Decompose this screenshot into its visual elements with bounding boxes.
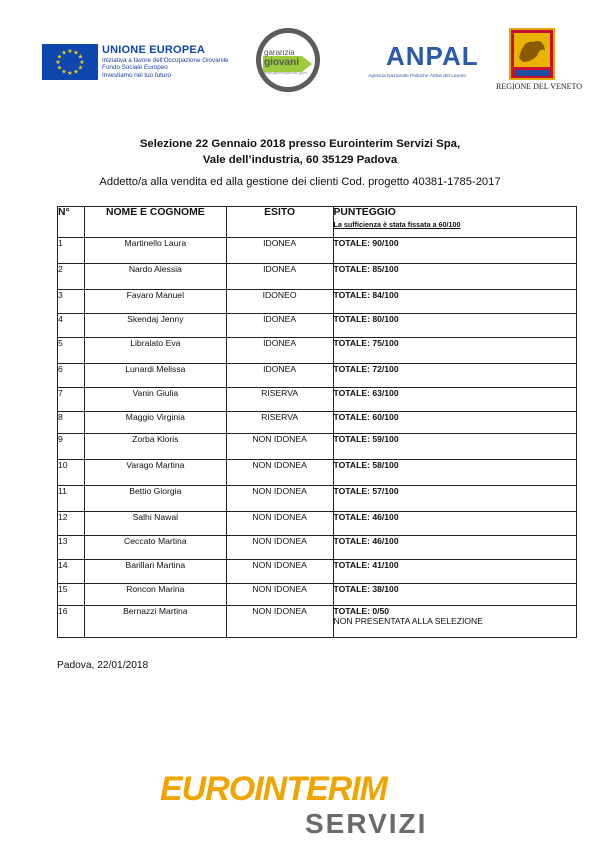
table-row [58, 364, 577, 388]
row-number-text: 12 [58, 512, 68, 522]
table-row [58, 460, 577, 486]
candidate-name [84, 388, 226, 412]
candidate-name [84, 536, 226, 560]
candidate-name-text: Barillari Martina [125, 560, 186, 570]
lion-of-st-mark-icon [509, 28, 555, 80]
eu-line-3: Investiamo nel tuo futuro [102, 71, 171, 79]
row-number-text: 3 [58, 290, 63, 300]
candidate-esito-text: NON IDONEA [252, 536, 307, 546]
row-number-text: 6 [58, 364, 63, 374]
selection-heading [0, 136, 600, 168]
candidate-esito-text: NON IDONEA [252, 460, 307, 470]
candidate-esito [226, 584, 333, 606]
candidate-esito [226, 560, 333, 584]
row-number [58, 434, 85, 460]
candidate-score-text: TOTALE: 58/100 [333, 460, 399, 470]
candidate-esito [226, 606, 333, 638]
candidate-name [84, 264, 226, 290]
row-number [58, 264, 85, 290]
eu-line-1: Iniziativa a favore dell'Occupazione Giovanile [102, 57, 229, 64]
anpal-wordmark: ANPAL [386, 41, 479, 71]
eu-logo [42, 44, 229, 80]
candidate-score [333, 512, 577, 536]
eu-line-2: Fondo Sociale Europeo [102, 64, 168, 72]
table-row [58, 388, 577, 412]
row-number [58, 536, 85, 560]
row-number [58, 460, 85, 486]
candidate-esito-text: NON IDONEA [252, 584, 307, 594]
candidate-name-text: Favaro Manuel [126, 290, 184, 300]
row-number-text: 13 [58, 536, 68, 546]
row-number [58, 388, 85, 412]
candidate-score [333, 388, 577, 412]
candidate-score [333, 314, 577, 338]
eu-flag-icon [42, 44, 98, 80]
candidate-esito-text: NON IDONEA [252, 606, 307, 616]
table-row [58, 584, 577, 606]
col-header-number: N° [58, 207, 85, 238]
svg-text:★: ★ [77, 64, 84, 72]
candidate-name-text: Nardo Alessia [128, 264, 182, 274]
table-row [58, 238, 577, 264]
row-number [58, 314, 85, 338]
candidate-name-text: Salhi Nawal [132, 512, 179, 522]
candidate-name-text: Bernazzi Martina [123, 606, 188, 616]
candidate-esito [226, 338, 333, 364]
candidate-esito [226, 238, 333, 264]
candidate-name [84, 434, 226, 460]
candidate-score [333, 364, 577, 388]
row-number-text: 16 [58, 606, 68, 616]
candidate-score [333, 290, 577, 314]
candidate-name-text: Ceccato Martina [124, 536, 187, 546]
candidate-name [84, 486, 226, 512]
row-number [58, 584, 85, 606]
candidate-esito-text: IDONEA [263, 364, 297, 374]
row-number [58, 606, 85, 638]
row-number-text: 11 [58, 486, 67, 496]
row-number-text: 7 [58, 388, 63, 398]
candidate-name [84, 290, 226, 314]
svg-text:★: ★ [73, 49, 79, 57]
candidate-score-text: TOTALE: 75/100 [333, 338, 399, 348]
place-date: Padova, 22/01/2018 [57, 660, 149, 671]
candidate-esito [226, 364, 333, 388]
eurointerim-wordmark: EUROINTERIM [160, 770, 387, 808]
candidate-name-text: Varago Martina [126, 460, 185, 470]
candidate-name-text: Maggio Virginia [125, 412, 185, 422]
candidate-score-text: TOTALE: 72/100 [333, 364, 399, 374]
row-number [58, 290, 85, 314]
candidate-score [333, 434, 577, 460]
candidate-score [333, 536, 577, 560]
row-number-text: 14 [58, 560, 68, 570]
candidate-name [84, 238, 226, 264]
candidate-esito [226, 512, 333, 536]
svg-text:★: ★ [61, 49, 67, 57]
candidate-score-text: TOTALE: 85/100 [333, 264, 399, 274]
candidate-score-text: TOTALE: 63/100 [333, 388, 399, 398]
candidate-score-text: TOTALE: 84/100 [333, 290, 399, 300]
col-header-esito: ESITO [226, 207, 333, 238]
candidate-esito-text: IDONEA [263, 264, 297, 274]
candidate-name [84, 460, 226, 486]
table-row [58, 434, 577, 460]
garanzia-giovani-logo [254, 26, 322, 94]
table-header-row [58, 207, 577, 238]
table-row [58, 290, 577, 314]
row-number [58, 338, 85, 364]
candidate-esito-text: NON IDONEA [252, 486, 307, 496]
svg-text:★: ★ [55, 59, 61, 66]
candidate-esito-text: NON IDONEA [252, 434, 307, 444]
row-number-text: 4 [58, 314, 63, 324]
candidate-score-text: TOTALE: 90/100 [333, 238, 399, 248]
candidate-name-text: Libralato Eva [130, 338, 181, 348]
eurointerim-logo [160, 770, 450, 840]
svg-text:★: ★ [67, 70, 73, 77]
candidate-esito-text: IDONEO [262, 290, 297, 300]
candidate-name [84, 606, 226, 638]
candidate-esito-text: IDONEA [263, 238, 297, 248]
heading-line-2: Vale dell’industria, 60 35129 Padova [202, 154, 398, 166]
table-row [58, 512, 577, 536]
candidate-esito-text: RISERVA [261, 388, 299, 398]
candidate-esito [226, 412, 333, 434]
candidate-esito-text: IDONEA [263, 314, 297, 324]
project-subtitle: Addetto/a alla vendita ed alla gestione dei clienti Cod. progetto 40381-1785-2017 [99, 176, 501, 188]
candidate-esito-text: NON IDONEA [252, 560, 307, 570]
candidate-score-text: TOTALE: 46/100 [333, 512, 399, 522]
candidate-score-text: TOTALE: 0/50 [333, 606, 390, 616]
candidate-score-text: TOTALE: 59/100 [333, 434, 399, 444]
gg-line-1: garanzia [264, 48, 295, 57]
candidate-score [333, 606, 577, 638]
gg-line-2: giovani [264, 57, 300, 68]
row-number [58, 412, 85, 434]
candidate-esito [226, 536, 333, 560]
candidate-esito [226, 434, 333, 460]
candidate-esito [226, 388, 333, 412]
svg-text:★: ★ [56, 64, 63, 72]
table-row [58, 338, 577, 364]
table-row [58, 486, 577, 512]
candidate-name [84, 560, 226, 584]
row-number-text: 5 [58, 338, 63, 348]
anpal-logo [368, 40, 488, 84]
table-row [58, 264, 577, 290]
row-number [58, 364, 85, 388]
veneto-label: REGIONE DEL VENETO [496, 82, 583, 91]
candidate-score-text: TOTALE: 80/100 [333, 314, 399, 324]
table-row [58, 606, 577, 638]
candidate-esito-text: IDONEA [263, 338, 297, 348]
regione-veneto-logo [496, 28, 583, 98]
candidate-esito [226, 290, 333, 314]
score-note: NON PRESENTATA ALLA SELEZIONE [333, 616, 483, 626]
candidate-score [333, 584, 577, 606]
table-row [58, 314, 577, 338]
row-number [58, 512, 85, 536]
row-number-text: 1 [58, 238, 63, 248]
candidate-esito-text: NON IDONEA [252, 512, 307, 522]
candidate-name [84, 314, 226, 338]
svg-text:★: ★ [73, 68, 79, 76]
candidate-name [84, 584, 226, 606]
candidate-esito [226, 486, 333, 512]
candidate-esito [226, 264, 333, 290]
candidate-score-text: TOTALE: 46/100 [333, 536, 399, 546]
svg-text:★: ★ [67, 48, 73, 55]
candidate-name-text: Zorba Kloris [132, 434, 179, 444]
candidate-score [333, 560, 577, 584]
candidate-name [84, 412, 226, 434]
candidate-name-text: Vanin Giulia [132, 388, 179, 398]
candidate-name-text: Lunardi Melissa [125, 364, 186, 374]
candidate-name [84, 364, 226, 388]
col-header-score [333, 207, 577, 238]
candidate-esito [226, 314, 333, 338]
candidate-name-text: Skendaj Jenny [127, 314, 184, 324]
row-number-text: 9 [58, 434, 63, 444]
gg-line-3: www.garanziagiovani.gov.it [264, 71, 308, 75]
svg-text:★: ★ [79, 59, 85, 66]
svg-text:★: ★ [61, 68, 67, 76]
score-header-label: PUNTEGGIO [333, 207, 396, 218]
heading-line-1: Selezione 22 Gennaio 2018 presso Eurointerim Servizi Spa, [139, 138, 461, 150]
row-number-text: 15 [58, 584, 68, 594]
candidate-score [333, 264, 577, 290]
eu-title: UNIONE EUROPEA [102, 44, 206, 56]
candidate-score-text: TOTALE: 60/100 [333, 412, 399, 422]
candidate-score [333, 460, 577, 486]
col-header-name: NOME E COGNOME [84, 207, 226, 238]
candidate-name-text: Martinello Laura [124, 238, 187, 248]
table-row [58, 412, 577, 434]
sufficiency-criterion: La sufficienza è stata fissata a 60/100 [333, 220, 461, 229]
candidate-score-text: TOTALE: 41/100 [333, 560, 399, 570]
candidate-esito-text: RISERVA [261, 412, 299, 422]
row-number [58, 238, 85, 264]
row-number [58, 486, 85, 512]
table-row [58, 560, 577, 584]
row-number-text: 8 [58, 412, 63, 422]
candidate-score [333, 486, 577, 512]
servizi-wordmark: SERVIZI [305, 808, 428, 839]
candidate-esito [226, 460, 333, 486]
candidate-score [333, 238, 577, 264]
row-number-text: 10 [58, 460, 68, 470]
anpal-subtitle: Agenzia Nazionale Politiche Attive del Lavoro [368, 74, 467, 79]
row-number [58, 560, 85, 584]
candidate-name [84, 338, 226, 364]
candidate-name-text: Bettio Giorgia [129, 486, 182, 496]
candidate-name [84, 512, 226, 536]
candidate-score [333, 412, 577, 434]
results-table [57, 206, 577, 638]
svg-text:★: ★ [77, 53, 84, 61]
row-number-text: 2 [58, 264, 63, 274]
logo-strip [0, 0, 600, 110]
candidate-name-text: Roncon Marina [126, 584, 185, 594]
candidate-score-text: TOTALE: 38/100 [333, 584, 399, 594]
candidate-score [333, 338, 577, 364]
svg-text:★: ★ [56, 53, 63, 61]
table-row [58, 536, 577, 560]
candidate-score-text: TOTALE: 57/100 [333, 486, 399, 496]
